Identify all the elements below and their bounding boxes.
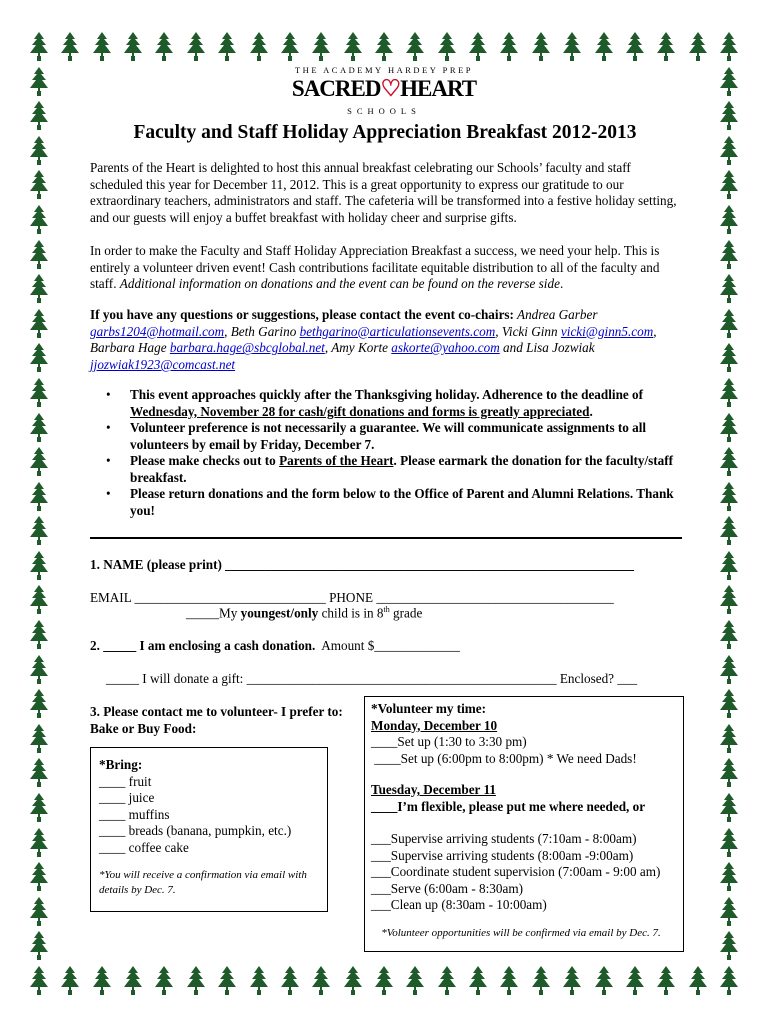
tree-icon <box>532 966 550 996</box>
tree-icon <box>563 966 581 996</box>
cash-donation-field[interactable] <box>90 638 460 654</box>
list-item <box>106 387 686 420</box>
tree-icon <box>124 32 142 62</box>
contact-lead: If you have any questions or suggestions, please contact the event co-chairs: <box>90 307 514 322</box>
tuesday-list <box>371 831 681 914</box>
bring-option[interactable]: ____ coffee cake <box>99 839 189 855</box>
tree-icon <box>720 32 738 62</box>
heart-icon: ♡ <box>380 76 401 101</box>
contact-name: , Barbara Hage <box>90 323 657 356</box>
tree-icon <box>30 758 48 788</box>
tree-icon <box>720 758 738 788</box>
email-phone-field[interactable]: EMAIL _____________________________ PHONE ____________________________________ <box>90 590 614 605</box>
intro-p2-text: In order to make the Faculty and Staff Holiday Appreciation Breakfast a success, we need your help. This is entirely a volunteer driven event! Cash contributions facilitate equitable distribution to all of the faculty and staff. <box>90 243 660 292</box>
tree-icon <box>720 309 738 339</box>
tree-icon <box>187 966 205 996</box>
tree-icon <box>720 378 738 408</box>
bullet-text: Please make checks out to <box>130 453 280 468</box>
email-link[interactable]: askorte@yahoo.com <box>391 340 500 356</box>
grade-field[interactable] <box>186 605 422 621</box>
tree-icon <box>720 413 738 443</box>
logo-main-right: HEART <box>400 76 477 101</box>
tree-icon <box>30 862 48 892</box>
tree-icon <box>312 966 330 996</box>
contact-name: Andrea Garber <box>513 307 598 322</box>
tree-icon <box>720 585 738 615</box>
monday-option[interactable]: ____Set up (6:00pm to 8:00pm) * We need Dads! <box>371 750 637 766</box>
tree-icon <box>720 240 738 270</box>
intro-paragraph-1: Parents of the Heart is delighted to host this annual breakfast celebrating our Schools’ faculty and staff scheduled this year for December 11, 2012. This is a great opportunity to express our gratitude to our extraordinary teachers, administrators and staff. The cafeteria will be transformed into a festive holiday setting, and our guests will enjoy a buffet breakfast with holiday cheer and surprise gifts. <box>90 160 677 226</box>
tree-icon <box>720 931 738 961</box>
tree-icon <box>30 828 48 858</box>
tree-icon <box>720 828 738 858</box>
tree-icon <box>30 551 48 581</box>
tree-icon <box>720 205 738 235</box>
tree-icon <box>406 32 424 62</box>
tree-icon <box>720 101 738 131</box>
tree-icon <box>30 516 48 546</box>
cash-label: 2. _____ I am enclosing a cash donation. <box>90 638 316 653</box>
tree-icon <box>155 966 173 996</box>
monday-option[interactable]: ____Set up (1:30 to 3:30 pm) <box>371 734 527 749</box>
tree-icon <box>720 966 738 996</box>
time-content <box>371 701 681 941</box>
logo-bottom-line: SCHOOLS <box>347 106 421 116</box>
tree-icon <box>689 32 707 62</box>
grade-text: grade <box>389 605 423 621</box>
tree-icon <box>30 240 48 270</box>
tree-icon <box>30 32 48 62</box>
name-field[interactable]: 1. NAME (please print) ______________________________________________________________ <box>90 557 634 572</box>
tuesday-option[interactable]: ___Clean up (8:30am - 10:00am) <box>371 897 547 912</box>
email-link[interactable]: vicki@ginn5.com <box>560 323 654 339</box>
email-link[interactable]: barbara.hage@sbcglobal.net <box>169 340 325 356</box>
tree-icon <box>218 32 236 62</box>
tree-icon <box>30 170 48 200</box>
tree-icon <box>438 966 456 996</box>
tree-icon <box>469 966 487 996</box>
contact-name: , Amy Korte <box>324 340 392 356</box>
tuesday-option[interactable]: ___Serve (6:00am - 8:30am) <box>371 880 523 896</box>
tuesday-option[interactable]: ___Coordinate student supervision (7:00am - 9:00 am) <box>371 864 661 879</box>
bring-option[interactable]: ____ fruit <box>99 773 152 789</box>
tree-icon <box>720 170 738 200</box>
tree-icon <box>375 32 393 62</box>
bullet-text: . <box>589 403 593 419</box>
volunteer-lead: 3. Please contact me to volunteer- I prefer to: Bake or Buy Food: <box>90 704 343 736</box>
sacred-heart-logo <box>284 62 484 122</box>
tree-icon <box>30 482 48 512</box>
tree-icon <box>30 793 48 823</box>
tree-icon <box>500 966 518 996</box>
tree-icon <box>720 620 738 650</box>
tree-icon <box>93 966 111 996</box>
bullet-underlined: Parents of the Heart <box>279 453 394 468</box>
cash-amount: Amount $_____________ <box>315 638 461 653</box>
grade-blank: _____My <box>186 605 241 621</box>
tree-icon <box>720 67 738 97</box>
bring-option[interactable]: ____ muffins <box>99 806 170 822</box>
tree-icon <box>155 32 173 62</box>
tree-icon <box>532 32 550 62</box>
list-item <box>106 453 686 486</box>
bullet-underlined: Wednesday, November 28 for cash/gift donations and forms is greatly appreciated <box>130 403 590 419</box>
tree-icon <box>563 32 581 62</box>
tree-icon <box>720 862 738 892</box>
tree-icon <box>720 551 738 581</box>
monday-list <box>371 734 681 767</box>
grade-sup: th <box>383 605 390 614</box>
bring-content <box>99 757 324 898</box>
intro-p2-end: . <box>559 276 564 292</box>
tree-icon <box>30 67 48 97</box>
tree-icon <box>218 966 236 996</box>
tree-icon <box>61 966 79 996</box>
tree-icon <box>344 32 362 62</box>
tree-icon <box>30 689 48 719</box>
tree-icon <box>124 966 142 996</box>
tree-icon <box>281 966 299 996</box>
tree-icon <box>626 32 644 62</box>
tree-icon <box>30 309 48 339</box>
tree-icon <box>30 724 48 754</box>
tree-icon <box>30 413 48 443</box>
tree-icon <box>281 32 299 62</box>
tree-icon <box>438 32 456 62</box>
tree-icon <box>720 655 738 685</box>
tree-icon <box>720 793 738 823</box>
tuesday-option[interactable]: ___Supervise arriving students (8:00am -9:00am) <box>371 847 634 863</box>
tree-icon <box>720 482 738 512</box>
grade-bold: youngest/only <box>240 605 319 621</box>
tree-icon <box>720 136 738 166</box>
tree-icon <box>30 897 48 927</box>
tree-icon <box>250 32 268 62</box>
list-item: • Please return donations and the form below to the Office of Parent and Alumni Relations. Thank you! <box>106 486 686 519</box>
tree-icon <box>595 966 613 996</box>
tree-icon <box>657 966 675 996</box>
tree-icon <box>250 966 268 996</box>
contact-name: and Lisa Jozwiak <box>499 340 595 356</box>
tree-icon <box>720 274 738 304</box>
tree-icon <box>595 32 613 62</box>
email-link[interactable]: bethgarino@articulationsevents.com <box>299 323 496 339</box>
list-item: • Volunteer preference is not necessarily a guarantee. We will communicate assignments to all volunteers by email by Friday, December 7. <box>106 420 686 453</box>
tree-icon <box>312 32 330 62</box>
tree-icon <box>720 447 738 477</box>
tree-icon <box>30 378 48 408</box>
tree-icon <box>30 274 48 304</box>
tree-icon <box>469 32 487 62</box>
tree-icon <box>30 585 48 615</box>
bring-title: *Bring: <box>99 757 143 772</box>
bring-option[interactable]: ____ juice <box>99 790 155 805</box>
tree-icon <box>30 101 48 131</box>
time-box <box>364 696 684 952</box>
bullet-text: . Please earmark the donation for the faculty/staff breakfast. <box>130 453 674 485</box>
tree-icon <box>30 343 48 373</box>
bring-box <box>90 747 328 912</box>
tree-icon <box>720 689 738 719</box>
tree-icon <box>61 32 79 62</box>
contact-name: , Beth Garino <box>224 323 300 339</box>
gift-field[interactable]: _____ I will donate a gift: _______________________________________________ Enclosed? ___ <box>106 671 638 686</box>
tree-icon <box>30 205 48 235</box>
email-link[interactable]: jjozwiak1923@comcast.net <box>90 357 236 373</box>
tree-icon <box>720 724 738 754</box>
tree-icon <box>657 32 675 62</box>
grade-text: child is in 8 <box>318 605 384 621</box>
tree-icon <box>187 32 205 62</box>
bring-note: *You will receive a confirmation via email with details by Dec. 7. <box>99 869 307 896</box>
tree-icon <box>626 966 644 996</box>
confirm-note: *Volunteer opportunities will be confirmed via email by Dec. 7. <box>381 926 661 939</box>
bullet-list <box>106 387 686 519</box>
tree-icon <box>30 931 48 961</box>
bullet-text: This event approaches quickly after the Thanksgiving holiday. Adherence to the deadline of <box>130 387 644 402</box>
logo-top-line: THE ACADEMY HARDEY PREP <box>294 65 473 75</box>
tuesday-title: Tuesday, December 11 <box>371 782 496 797</box>
logo-main-text <box>284 76 484 102</box>
tree-icon <box>375 966 393 996</box>
page-title: Faculty and Staff Holiday Appreciation Breakfast 2012-2013 <box>133 122 637 143</box>
tree-icon <box>30 655 48 685</box>
email-link[interactable]: garbs1204@hotmail.com <box>90 323 225 339</box>
tree-icon <box>30 620 48 650</box>
flexible-option[interactable]: ____I’m flexible, please put me where needed, or <box>371 798 646 814</box>
contact-name: , Vicki Ginn <box>495 323 561 339</box>
contact-paragraph <box>90 307 680 374</box>
tree-icon <box>30 136 48 166</box>
tree-icon <box>500 32 518 62</box>
tree-icon <box>344 966 362 996</box>
tree-icon <box>30 966 48 996</box>
tree-icon <box>30 447 48 477</box>
intro-paragraph-2 <box>90 243 680 293</box>
time-title: *Volunteer my time: <box>371 701 487 716</box>
monday-title: Monday, December 10 <box>371 717 498 733</box>
tree-icon <box>720 343 738 373</box>
tree-icon <box>720 897 738 927</box>
tree-icon <box>93 32 111 62</box>
tuesday-option[interactable]: ___Supervise arriving students (7:10am - 8:00am) <box>371 831 637 846</box>
bring-option[interactable]: ____ breads (banana, pumpkin, etc.) <box>99 823 292 838</box>
bring-list <box>99 774 324 857</box>
divider <box>90 537 682 539</box>
tree-icon <box>406 966 424 996</box>
tree-icon <box>689 966 707 996</box>
tree-icon <box>720 516 738 546</box>
intro-p2-italic: Additional information on donations and the event can be found on the reverse side <box>119 276 560 292</box>
logo-main-left: SACRED <box>291 76 381 101</box>
